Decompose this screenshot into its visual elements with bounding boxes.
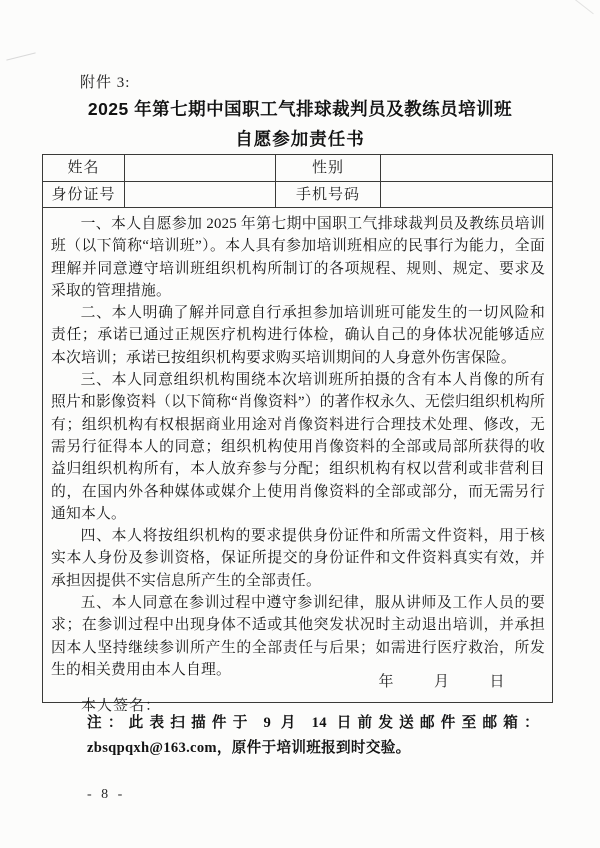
terms-paragraph-1: 一、本人自愿参加 2025 年第七期中国职工气排球裁判员及教练员培训班（以下简称“培训班”）。本人具有参加培训班相应的民事行为能力，全面理解并同意遵守培训班组织机构所制订的各项规程、规则、规定、要求及采取的管理措施。 <box>51 216 545 299</box>
document-subtitle: 自愿参加责任书 <box>235 129 365 149</box>
name-label-cell: 姓名 <box>43 155 124 182</box>
signature-label: 本人签名： <box>81 698 162 715</box>
gender-value-cell <box>380 155 552 182</box>
document-title: 2025 年第七期中国职工气排球裁判员及教练员培训班 <box>87 99 513 119</box>
scan-artifact-top-right <box>574 0 594 14</box>
page-number: - 8 - <box>87 787 126 802</box>
terms-paragraph-4: 四、本人将按组织机构的要求提供身份证件和所需文件资料，用于核实本人身份及参训资格，保证所提交的身份证件和文件资料真实有效，并承担因提供不实信息所产生的全部责任。 <box>51 528 545 589</box>
phone-label-cell: 手机号码 <box>275 182 380 209</box>
form-outline-box <box>42 154 553 715</box>
phone-value-cell <box>380 182 552 209</box>
submission-note: 注：此表扫描件于 9 月 14 日前发送邮件至邮箱：zbsqpqxh@163.com，原件于培训班报到时交验。 <box>87 715 539 756</box>
attachment-label: 附件 3: <box>80 75 131 91</box>
gender-label-cell: 性别 <box>275 155 380 182</box>
scan-artifact-top-left <box>6 52 35 60</box>
terms-paragraph-2: 二、本人明确了解并同意自行承担参加培训班可能发生的一切风险和责任；承诺已通过正规医疗机构进行体检，确认自己的身体状况能够适应本次培训；承诺已按组织机构要求购买培训期间的人身意外伤害保险。 <box>51 305 545 366</box>
id-number-label-cell: 身份证号 <box>43 182 124 209</box>
id-number-value-cell <box>124 182 275 209</box>
date-line: 年 月 日 <box>378 674 508 690</box>
terms-paragraph-5: 五、本人同意在参训过程中遵守参训纪律，服从讲师及工作人员的要求；在参训过程中出现身体不适或其他突发状况时主动退出培训，并承担因本人坚持继续参训所产生的全部责任与后果；如需进行医疗救治，所发生的相关费用由本人自理。 <box>51 595 545 678</box>
terms-paragraph-3: 三、本人同意组织机构围绕本次培训班所拍摄的含有本人肖像的所有照片和影像资料（以下简称“肖像资料”）的著作权永久、无偿归组织机构所有；组织机构有权根据商业用途对肖像资料进行合理技术处理、修改，无需另行征得本人的同意；组织机构使用肖像资料的全部或局部所获得的收益归组织机构所有，本人放弃参与分配；组织机构有权以营利或非营利目的，在国内外各种媒体或媒介上使用肖像资料的全部或部分，而无需另行通知本人。 <box>51 372 545 522</box>
fields-table <box>43 155 552 208</box>
terms-body <box>43 208 552 681</box>
name-value-cell <box>124 155 275 182</box>
